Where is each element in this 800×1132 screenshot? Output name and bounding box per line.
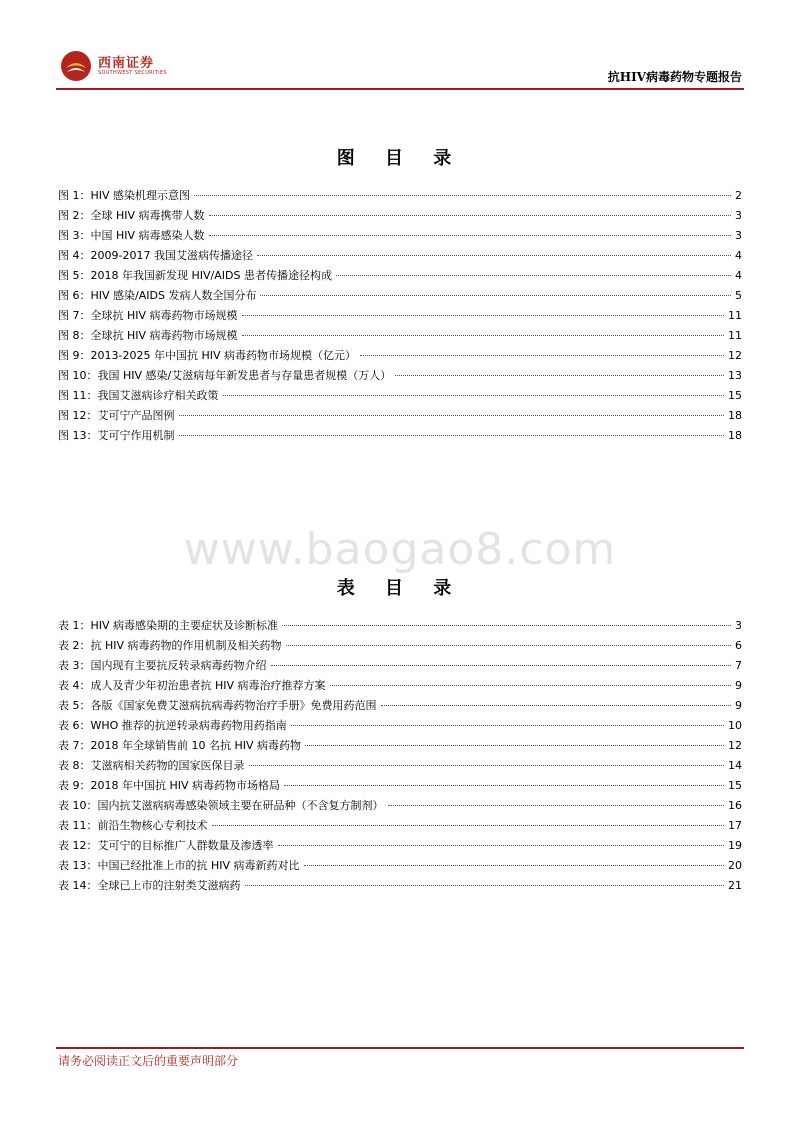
- table-toc-page-number[interactable]: 17: [728, 819, 742, 832]
- figure-toc-label[interactable]: 图 10：我国 HIV 感染/艾滋病每年新发患者与存量患者规模（万人）: [58, 369, 392, 382]
- dot-leader: [271, 665, 732, 666]
- table-toc-entry[interactable]: [58, 616, 742, 636]
- watermark: www.baogao8.com: [183, 524, 617, 575]
- table-toc-label[interactable]: 表 11：前沿生物核心专利技术: [58, 819, 208, 832]
- table-toc-entry[interactable]: [58, 716, 742, 736]
- dot-leader: [330, 685, 731, 686]
- figure-toc-page-number[interactable]: 4: [735, 249, 742, 262]
- header-divider: [56, 88, 744, 90]
- figure-toc-label[interactable]: 图 12：艾可宁产品图例: [58, 409, 175, 422]
- dot-leader: [257, 255, 731, 256]
- table-toc-entry[interactable]: [58, 796, 742, 816]
- table-toc-page-number[interactable]: 9: [735, 699, 742, 712]
- figure-toc-entry[interactable]: [58, 226, 742, 246]
- table-toc-page-number[interactable]: 15: [728, 779, 742, 792]
- table-toc-label[interactable]: 表 5：各版《国家免费艾滋病抗病毒药物治疗手册》免费用药范围: [58, 699, 377, 712]
- dot-leader: [278, 845, 725, 846]
- dot-leader: [209, 235, 731, 236]
- table-toc-page-number[interactable]: 9: [735, 679, 742, 692]
- dot-leader: [282, 625, 731, 626]
- figure-toc-page-number[interactable]: 3: [735, 209, 742, 222]
- dot-leader: [388, 805, 725, 806]
- figure-toc-page-number[interactable]: 11: [728, 309, 742, 322]
- table-toc-entry[interactable]: [58, 756, 742, 776]
- table-toc-page-number[interactable]: 12: [728, 739, 742, 752]
- logo-english-name: SOUTHWEST SECURITIES: [98, 70, 167, 76]
- figure-toc-page-number[interactable]: 4: [735, 269, 742, 282]
- logo-emblem-icon: [60, 50, 92, 82]
- table-toc-entry[interactable]: [58, 836, 742, 856]
- dot-leader: [260, 295, 731, 296]
- dot-leader: [305, 745, 724, 746]
- table-toc-page-number[interactable]: 7: [735, 659, 742, 672]
- dot-leader: [291, 725, 724, 726]
- dot-leader: [209, 215, 731, 216]
- figure-toc-entry[interactable]: [58, 206, 742, 226]
- table-toc-label[interactable]: 表 8：艾滋病相关药物的国家医保目录: [58, 759, 245, 772]
- table-toc-page-number[interactable]: 10: [728, 719, 742, 732]
- figure-toc-label[interactable]: 图 4：2009-2017 我国艾滋病传播途径: [58, 249, 253, 262]
- figure-toc-page-number[interactable]: 12: [728, 349, 742, 362]
- figure-toc-label[interactable]: 图 6：HIV 感染/AIDS 发病人数全国分布: [58, 289, 257, 302]
- dot-leader: [179, 435, 725, 436]
- figure-toc-entry[interactable]: [58, 286, 742, 306]
- table-toc-entry[interactable]: [58, 856, 742, 876]
- table-toc-page-number[interactable]: 6: [735, 639, 742, 652]
- figure-toc-label[interactable]: 图 2：全球 HIV 病毒携带人数: [58, 209, 205, 222]
- table-toc-page-number[interactable]: 21: [728, 879, 742, 892]
- dot-leader: [179, 415, 725, 416]
- table-toc-label[interactable]: 表 10：国内抗艾滋病病毒感染领域主要在研品种（不含复方制剂）: [58, 799, 384, 812]
- table-toc-entry[interactable]: [58, 636, 742, 656]
- tables-toc-title: 表 目 录: [336, 578, 464, 599]
- figure-toc-entry[interactable]: [58, 186, 742, 206]
- table-toc-entry[interactable]: [58, 736, 742, 756]
- table-toc-label[interactable]: 表 3：国内现有主要抗反转录病毒药物介绍: [58, 659, 267, 672]
- figure-toc-page-number[interactable]: 18: [728, 409, 742, 422]
- footer-notice: 请务必阅读正文后的重要声明部分: [58, 1054, 239, 1068]
- figure-toc-label[interactable]: 图 5：2018 年我国新发现 HIV/AIDS 患者传播途径构成: [58, 269, 332, 282]
- dot-leader: [223, 395, 725, 396]
- table-toc-entry[interactable]: [58, 876, 742, 896]
- dot-leader: [242, 315, 724, 316]
- figure-toc-label[interactable]: 图 7：全球抗 HIV 病毒药物市场规模: [58, 309, 238, 322]
- table-toc-entry[interactable]: [58, 696, 742, 716]
- footer-divider: [56, 1047, 744, 1049]
- table-toc-label[interactable]: 表 12：艾可宁的目标推广人群数量及渗透率: [58, 839, 274, 852]
- table-toc-label[interactable]: 表 6：WHO 推荐的抗逆转录病毒药物用药指南: [58, 719, 287, 732]
- table-toc-label[interactable]: 表 14：全球已上市的注射类艾滋病药: [58, 879, 241, 892]
- table-toc-page-number[interactable]: 14: [728, 759, 742, 772]
- figure-toc-entry[interactable]: [58, 346, 742, 366]
- figure-toc-label[interactable]: 图 9：2013-2025 年中国抗 HIV 病毒药物市场规模（亿元）: [58, 349, 356, 362]
- dot-leader: [395, 375, 724, 376]
- table-toc-label[interactable]: 表 9：2018 年中国抗 HIV 病毒药物市场格局: [58, 779, 281, 792]
- table-toc-label[interactable]: 表 4：成人及青少年初治患者抗 HIV 病毒治疗推荐方案: [58, 679, 326, 692]
- dot-leader: [245, 885, 725, 886]
- figure-toc-page-number[interactable]: 15: [728, 389, 742, 402]
- figures-toc-list: [58, 186, 742, 446]
- dot-leader: [360, 355, 724, 356]
- company-logo: [60, 50, 180, 84]
- table-toc-label[interactable]: 表 13：中国已经批准上市的抗 HIV 病毒新药对比: [58, 859, 300, 872]
- tables-toc-list: [58, 616, 742, 896]
- logo-chinese-name: 西南证券: [98, 56, 155, 71]
- table-toc-entry[interactable]: [58, 656, 742, 676]
- figure-toc-page-number[interactable]: 11: [728, 329, 742, 342]
- table-toc-page-number[interactable]: 19: [728, 839, 742, 852]
- dot-leader: [381, 705, 732, 706]
- figure-toc-label[interactable]: 图 3：中国 HIV 病毒感染人数: [58, 229, 205, 242]
- figures-toc-title: 图 目 录: [336, 148, 464, 169]
- dot-leader: [242, 335, 724, 336]
- figure-toc-label[interactable]: 图 11：我国艾滋病诊疗相关政策: [58, 389, 219, 402]
- table-toc-page-number[interactable]: 3: [735, 619, 742, 632]
- figure-toc-entry[interactable]: [58, 266, 742, 286]
- figure-toc-entry[interactable]: [58, 306, 742, 326]
- dot-leader: [249, 765, 725, 766]
- table-toc-page-number[interactable]: 20: [728, 859, 742, 872]
- table-toc-page-number[interactable]: 16: [728, 799, 742, 812]
- figure-toc-label[interactable]: 图 13：艾可宁作用机制: [58, 429, 175, 442]
- figure-toc-page-number[interactable]: 18: [728, 429, 742, 442]
- table-toc-label[interactable]: 表 7：2018 年全球销售前 10 名抗 HIV 病毒药物: [58, 739, 302, 752]
- figure-toc-page-number[interactable]: 3: [735, 229, 742, 242]
- table-toc-label[interactable]: 表 2：抗 HIV 病毒药物的作用机制及相关药物: [58, 639, 282, 652]
- figure-toc-entry[interactable]: [58, 426, 742, 446]
- figure-toc-page-number[interactable]: 2: [735, 189, 742, 202]
- figure-toc-page-number[interactable]: 5: [735, 289, 742, 302]
- figure-toc-entry[interactable]: [58, 326, 742, 346]
- figure-toc-entry[interactable]: [58, 406, 742, 426]
- figure-toc-page-number[interactable]: 13: [728, 369, 742, 382]
- figure-toc-entry[interactable]: [58, 386, 742, 406]
- dot-leader: [212, 825, 725, 826]
- table-toc-label[interactable]: 表 1：HIV 病毒感染期的主要症状及诊断标准: [58, 619, 279, 632]
- table-toc-entry[interactable]: [58, 676, 742, 696]
- dot-leader: [304, 865, 724, 866]
- table-toc-entry[interactable]: [58, 776, 742, 796]
- figure-toc-entry[interactable]: [58, 366, 742, 386]
- dot-leader: [336, 275, 731, 276]
- dot-leader: [194, 195, 731, 196]
- page-header: [56, 44, 744, 90]
- figure-toc-entry[interactable]: [58, 246, 742, 266]
- dot-leader: [286, 645, 731, 646]
- dot-leader: [284, 785, 724, 786]
- report-title: 抗HIV病毒药物专题报告: [607, 70, 742, 84]
- figure-toc-label[interactable]: 图 1：HIV 感染机理示意图: [58, 189, 191, 202]
- figure-toc-label[interactable]: 图 8：全球抗 HIV 病毒药物市场规模: [58, 329, 238, 342]
- table-toc-entry[interactable]: [58, 816, 742, 836]
